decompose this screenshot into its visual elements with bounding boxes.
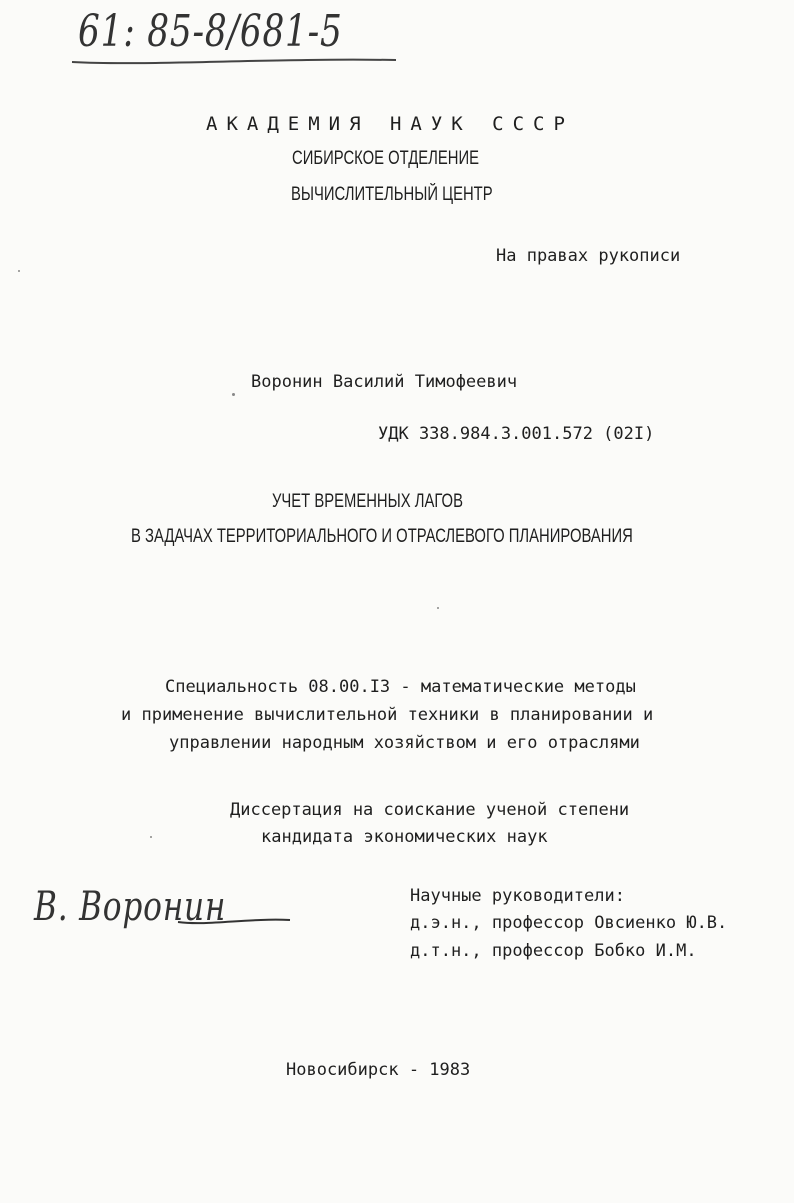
title-line-2: В ЗАДАЧАХ ТЕРРИТОРИАЛЬНОГО И ОТРАСЛЕВОГО ПЛАНИРОВАНИЯ — [131, 526, 633, 547]
rights-note: На правах рукописи — [496, 246, 681, 266]
supervisor-1: д.э.н., профессор Овсиенко Ю.В. — [410, 913, 728, 933]
scan-speck — [232, 393, 235, 396]
archive-number: 61: 85-8/681-5 — [78, 6, 343, 57]
place-year: Новосибирск - 1983 — [286, 1060, 471, 1080]
signature-stroke — [28, 900, 298, 950]
supervisors-label: Научные руководители: — [410, 886, 625, 906]
supervisor-2: д.т.н., профессор Бобко И.М. — [410, 941, 697, 961]
dissertation-line-2: кандидата экономических наук — [261, 827, 548, 847]
specialty-line-1: Специальность 08.00.I3 - математические методы — [165, 677, 636, 697]
scan-speck — [150, 836, 152, 838]
scan-speck — [18, 270, 20, 272]
archive-number-underline — [70, 52, 400, 72]
academy-heading: АКАДЕМИЯ НАУК СССР — [206, 113, 574, 135]
dissertation-line-1: Диссертация на соискание ученой степени — [230, 800, 630, 820]
udk-code: УДК 338.984.3.001.572 (02I) — [378, 424, 655, 444]
title-line-1: УЧЕТ ВРЕМЕННЫХ ЛАГОВ — [272, 491, 463, 512]
author-signature: В. Воронин — [34, 884, 227, 930]
branch-heading: СИБИРСКОЕ ОТДЕЛЕНИЕ — [292, 148, 480, 169]
specialty-line-2: и применение вычислительной техники в планировании и — [121, 705, 654, 725]
author-name: Воронин Василий Тимофеевич — [251, 372, 518, 392]
scan-speck — [437, 607, 439, 609]
specialty-line-3: управлении народным хозяйством и его отраслями — [169, 733, 640, 753]
center-heading: ВЫЧИСЛИТЕЛЬНЫЙ ЦЕНТР — [291, 184, 493, 205]
